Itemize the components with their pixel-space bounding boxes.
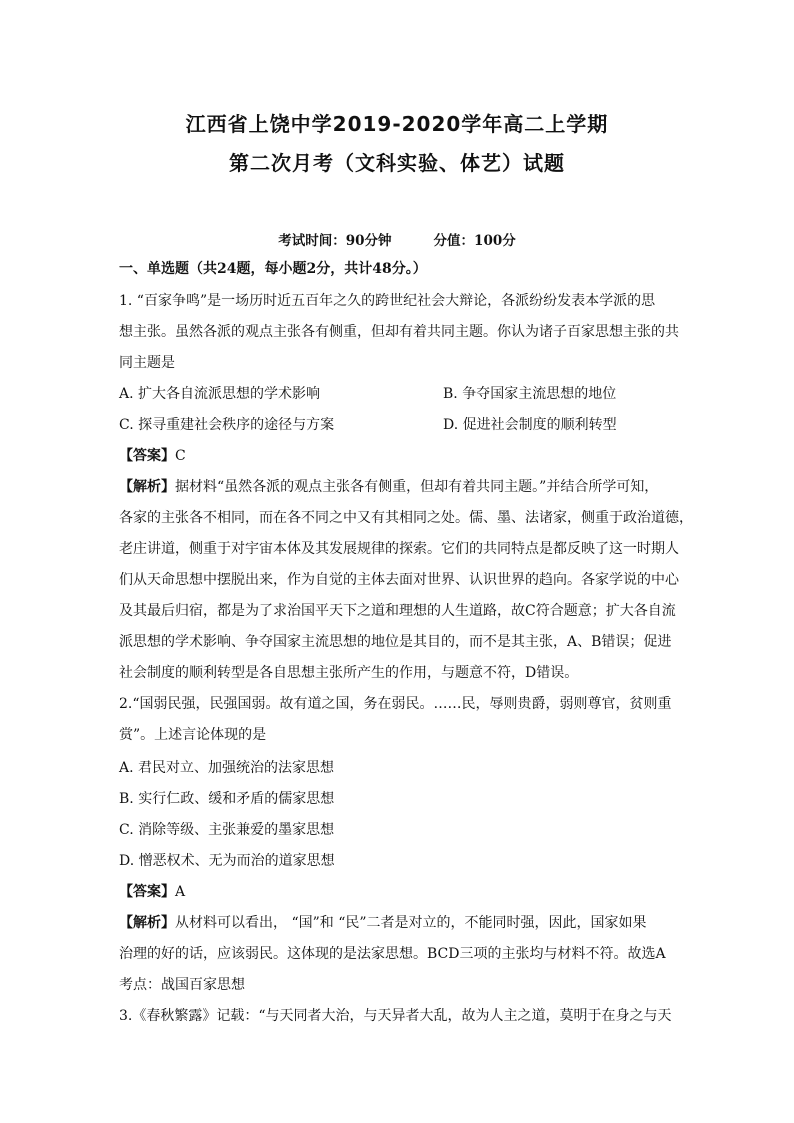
q1-options-row bbox=[119, 384, 679, 404]
q2-stem-line: 赏”。上述言论体现的是 bbox=[119, 727, 267, 743]
q3-stem-line: 3.《春秋繁露》记载：“与天同者大治，与天异者大乱，故为人主之道，莫明于在身之与天 bbox=[119, 1008, 672, 1024]
q1-analysis-line: 老庄讲道，侧重于对宇宙本体及其发展规律的探索。它们的共同特点是都反映了这一时期人 bbox=[119, 541, 679, 557]
q1-analysis-line: 及其最后归宿，都是为了求治国平天下之道和理想的人生道路，故C符合题意；扩大各自流 bbox=[119, 603, 676, 619]
q1-option-b: B. 争夺国家主流思想的地位 bbox=[443, 386, 617, 402]
q1-answer bbox=[119, 446, 679, 466]
q2-option-b: B. 实行仁政、缓和矛盾的儒家思想 bbox=[119, 791, 335, 807]
q1-analysis-line: 们从天命思想中摆脱出来，作为自觉的主体去面对世界、认识世界的趋向。各家学说的中心 bbox=[119, 572, 679, 588]
exam-time: 考试时间：90分钟 bbox=[278, 233, 392, 249]
q1-analysis-line bbox=[119, 477, 679, 497]
answer-tag: 【答案】 bbox=[119, 884, 175, 900]
q1-option-c: C. 探寻重建社会秩序的途径与方案 bbox=[119, 417, 335, 433]
q1-analysis-text: 据材料“虽然各派的观点主张各有侧重，但却有着共同主题。”并结合所学可知， bbox=[175, 479, 659, 495]
exam-meta bbox=[0, 229, 794, 249]
q1-stem-line: 想主张。虽然各派的观点主张各有侧重，但却有着共同主题。你认为诸子百家思想主张的共 bbox=[119, 324, 679, 340]
exam-title-line1: 江西省上饶中学2019-2020学年高二上学期 bbox=[185, 112, 609, 136]
q1-analysis-line: 派思想的学术影响、争夺国家主流思想的地位是其目的，而不是其主张，A、B错误；促进 bbox=[119, 634, 672, 650]
q1-option-a: A. 扩大各自流派思想的学术影响 bbox=[119, 386, 321, 402]
q1-stem-line: 同主题是 bbox=[119, 355, 175, 371]
q2-stem-line: 2.“国弱民强，民强国弱。故有道之国，务在弱民。……民，辱则贵爵，弱则尊官，贫则重 bbox=[119, 696, 672, 712]
q1-analysis-line: 社会制度的顺利转型是各自思想主张所产生的作用，与题意不符，D错误。 bbox=[119, 665, 579, 681]
answer-tag: 【答案】 bbox=[119, 448, 175, 464]
analysis-tag: 【解析】 bbox=[119, 915, 175, 931]
q2-analysis-line: 治理的好的话，应该弱民。这体现的是法家思想。BCD三项的主张均与材料不符。故选A bbox=[119, 946, 666, 962]
q1-stem-line: 1. “百家争鸣”是一场历时近五百年之久的跨世纪社会大辩论，各派纷纷发表本学派的思 bbox=[119, 293, 656, 309]
q1-options-row bbox=[119, 415, 679, 435]
q2-option-c: C. 消除等级、主张兼爱的墨家思想 bbox=[119, 822, 335, 838]
section-heading: 一、单选题（共24题，每小题2分，共计48分。） bbox=[119, 261, 427, 277]
q2-analysis-text: 从材料可以看出， “国”和 “民”二者是对立的，不能同时强，因此，国家如果 bbox=[175, 915, 647, 931]
q2-option-d: D. 憎恶权术、无为而治的道家思想 bbox=[119, 853, 335, 869]
q1-analysis-line: 各家的主张各不相同，而在各不同之中又有其相同之处。儒、墨、法诸家，侧重于政治道德， bbox=[119, 510, 693, 526]
analysis-tag: 【解析】 bbox=[119, 479, 175, 495]
exam-title-line2: 第二次月考（文科实验、体艺）试题 bbox=[229, 151, 565, 175]
exam-score: 分值：100分 bbox=[433, 233, 516, 249]
q2-answer bbox=[119, 882, 679, 902]
q1-option-d: D. 促进社会制度的顺利转型 bbox=[443, 417, 617, 433]
q2-kaodian: 考点：战国百家思想 bbox=[119, 977, 245, 993]
q2-answer-value: A bbox=[175, 884, 186, 900]
q1-answer-value: C bbox=[175, 448, 186, 464]
q2-option-a: A. 君民对立、加强统治的法家思想 bbox=[119, 760, 335, 776]
q2-analysis-line bbox=[119, 913, 679, 933]
